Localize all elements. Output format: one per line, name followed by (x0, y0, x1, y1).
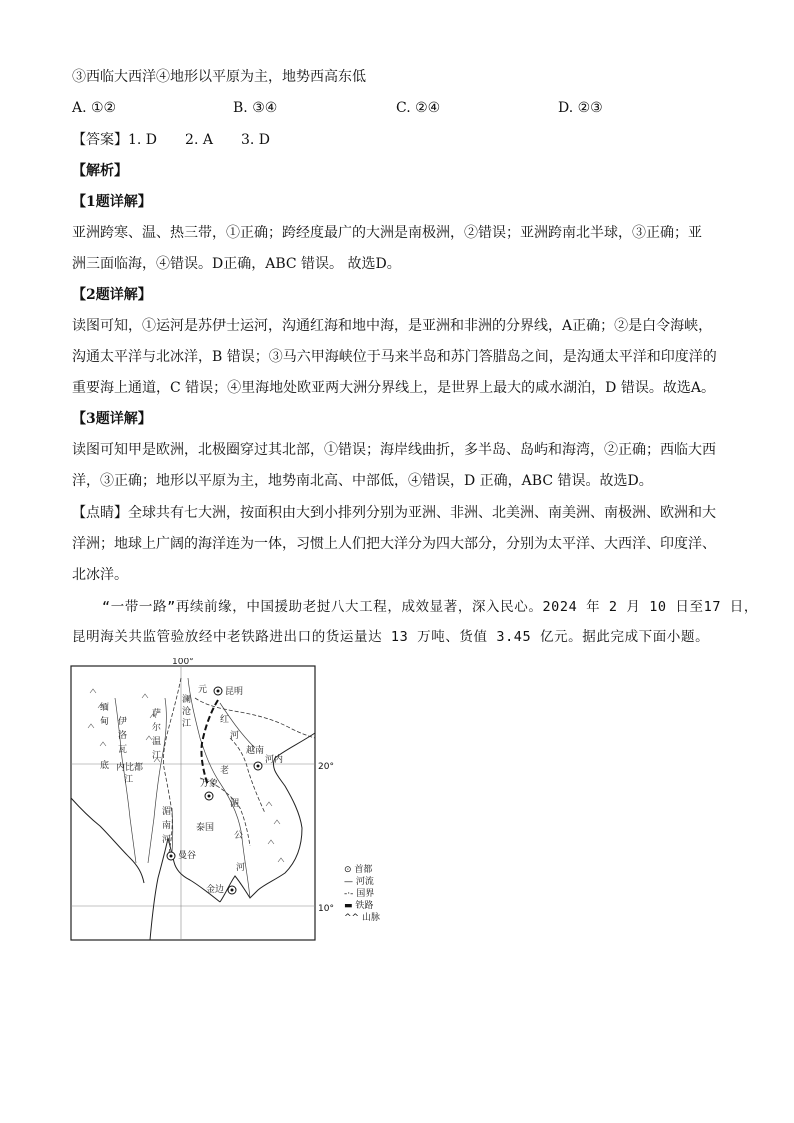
q1-line-2: 洲三面临海，④错误。D正确，ABC 错误。 故选D。 (72, 256, 401, 272)
border-legend-icon: -·- (344, 889, 357, 899)
capital-kunming (214, 687, 222, 695)
capital-vientiane (205, 792, 213, 800)
label-salween-4: 江 (152, 751, 162, 761)
label-irrawaddy-3: 瓦 (118, 745, 128, 755)
label-irrawaddy-2: 洛 (118, 731, 128, 741)
q2-line-2: 沟通太平洋与北冰洋，B 错误；③马六甲海峡位于马来半岛和苏门答腊岛之间，是沟通太平洋和印度洋的 (72, 349, 717, 365)
label-red-river-1: 红 (220, 715, 230, 725)
label-red-river-2: 河 (230, 731, 240, 741)
tip-line-2: 洋洲；地球上广阔的海洋连为一体，习惯上人们把大洋分为四大部分，分别为太平洋、大西洋、印度洋、 (72, 536, 716, 552)
label-laos: 老 (220, 766, 230, 776)
label-irrawaddy-1: 伊 (118, 717, 128, 727)
option-a: A. ①② (72, 100, 117, 116)
option-d: D. ②③ (558, 100, 603, 116)
label-hanoi: 河内 (265, 755, 284, 765)
capital-legend-icon: ⊙ (344, 865, 355, 875)
label-irrawaddy-4: 底 (100, 761, 110, 771)
option-b: B. ③④ (233, 100, 278, 116)
passage-line-2: 昆明海关共监管验放经中老铁路进出口的货运量达 13 万吨、货值 3.45 亿元。据此完成下面小题。 (72, 629, 710, 645)
label-mekong-1: 湄 (230, 799, 240, 809)
label-vietnam: 越南 (246, 746, 265, 756)
lat-label-10: 10° (318, 904, 334, 914)
label-lancang-1: 澜 (182, 695, 192, 705)
tip-line-3: 北冰洋。 (72, 567, 128, 583)
label-chaophraya-1: 湄 (162, 807, 172, 817)
analysis-title: 【解析】 (72, 163, 128, 179)
option-c: C. ②④ (396, 100, 441, 116)
lat-label-20: 20° (318, 762, 334, 772)
label-mekong-3: 河 (236, 863, 246, 873)
q2-line-3: 重要海上通道，C 错误；④里海地处欧亚两大洲分界线上，是世界上最大的咸水湖泊，D 错误。故选A。 (72, 380, 715, 396)
label-vientiane: 万象 (200, 779, 219, 789)
label-chaophraya-2: 南 (162, 821, 172, 831)
label-yuan: 元 (198, 685, 208, 695)
southeast-asia-map (70, 658, 316, 942)
question-statement: ③西临大西洋④地形以平原为主，地势西高东低 (72, 69, 366, 85)
q3-title: 【3题详解】 (72, 411, 152, 427)
label-lancang-3: 江 (182, 719, 192, 729)
label-irrawaddy-5: 江 (124, 775, 134, 785)
label-kunming: 昆明 (225, 687, 244, 697)
legend-mountain: ^^ 山脉 (344, 913, 380, 923)
label-phnompenh: 金边 (206, 885, 225, 895)
capital-hanoi (254, 762, 262, 770)
label-salween-1: 萨 (152, 709, 162, 719)
mountain-legend-icon: ^^ (344, 913, 362, 923)
q1-title: 【1题详解】 (72, 194, 152, 210)
answer-line: 【答案】1. D 2. A 3. D (72, 132, 270, 148)
label-bangkok: 曼谷 (178, 851, 197, 861)
q2-line-1: 读图可知，①运河是苏伊士运河，沟通红海和地中海，是亚洲和非洲的分界线，A正确；②是白令海峡， (72, 318, 713, 334)
label-mekong-2: 公 (234, 831, 244, 841)
q2-title: 【2题详解】 (72, 287, 152, 303)
tip-line-1: 【点睛】全球共有七大洲，按面积由大到小排列分别为亚洲、非洲、北美洲、南美洲、南极洲、欧洲和大 (72, 505, 716, 521)
legend-border: -·- 国界 (344, 889, 375, 899)
capital-bangkok (167, 852, 175, 860)
legend-river: — 河流 (344, 877, 374, 887)
label-myanmar-1: 缅 (100, 703, 110, 713)
capital-phnompenh (228, 886, 236, 894)
railway-legend-icon: ▬ (344, 901, 356, 911)
label-lancang-2: 沧 (182, 707, 192, 717)
label-thailand: 泰国 (196, 823, 215, 833)
label-naypyidaw: 内比都 (116, 763, 144, 773)
passage-line-1: “一带一路”再续前缘，中国援助老挝八大工程，成效显著，深入民心。2024 年 2 月 10 日至17 日， (102, 599, 758, 615)
label-salween-2: 尔 (152, 723, 162, 733)
lon-label: 100° (172, 658, 194, 667)
q3-line-2: 洋，③正确；地形以平原为主，地势南北高、中部低，④错误，D 正确，ABC 错误。故选D。 (72, 473, 653, 489)
label-salween-3: 温 (152, 737, 162, 747)
legend-railway: ▬ 铁路 (344, 901, 374, 911)
label-myanmar-2: 甸 (100, 717, 110, 727)
river-legend-icon: — (344, 877, 356, 887)
q3-line-1: 读图可知甲是欧洲，北极圈穿过其北部，①错误；海岸线曲折，多半岛、岛屿和海湾，②正确；西临大西 (72, 442, 716, 458)
legend-capital: ⊙ 首都 (344, 865, 373, 875)
label-chaophraya-3: 河 (162, 835, 172, 845)
q1-line-1: 亚洲跨寒、温、热三带，①正确；跨经度最广的大洲是南极洲，②错误；亚洲跨南北半球，③正确；亚 (72, 225, 702, 241)
